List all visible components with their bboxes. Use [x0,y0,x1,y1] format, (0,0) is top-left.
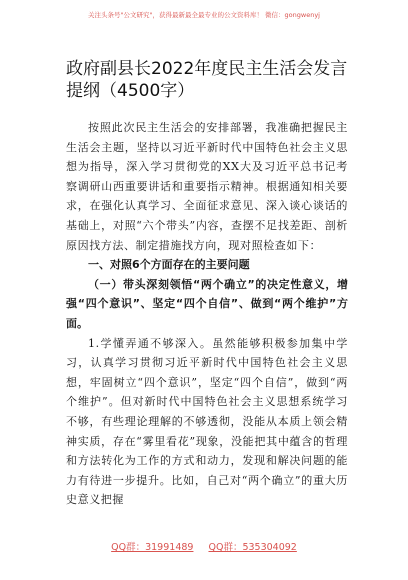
point-paragraph-1: 1.学懂弄通不够深入。虽然能够积极参加集中学习，认真学习贯彻习近平新时代中国特色社会主义思想，牢固树立“四个意识”，坚定“四个自信”，做到“两个维护”。但对新时代中国特色社会主义思想系统学习不够，有些理论理解的不够透彻，没能从本质上领会精神实质，存在“雾里看花”现象，没能把其中蕴含的哲理和方法转化为工作的方式和动力，发现和解决问题的能力有待进一步提升。比如，自己对“两个确立”的重大历史意义把握 [66,336,348,507]
footer-contact [0,539,408,553]
footer-qq-group-1[interactable]: QQ群：31991489 [111,542,194,553]
footer-qq-group-2[interactable]: QQ群：535304092 [208,542,297,553]
subsection-heading-1: （一）带头深刻领悟“两个确立”的决定性意义，增强“四个意识”、坚定“四个自信”、做到“两个维护”方面。 [66,277,348,330]
header-banner: 关注头条号"公文研究"，获得最新最全最专业的公文资料库！ 微信：gongwenyj [88,11,320,19]
intro-paragraph: 按照此次民主生活会的安排部署，我准确把握民主生活会主题，坚持以习近平新时代中国特色社会主义思想为指导，深入学习贯彻党的XX大及习近平总书记考察调研山西重要讲话和重要指示精神。根据通知相关要求，在强化认真学习、全面征求意见、深入谈心谈话的基础上，对照“六个带头”内容，查摆不足找差距、剖析原因找方法、制定措施找方向，现对照检查如下： [66,121,348,252]
document-body [66,118,348,510]
section-heading-1: 一、对照6个方面存在的主要问题 [88,258,250,272]
document-title: 政府副县长2022年度民主生活会发言提纲（4500字） [66,59,348,101]
